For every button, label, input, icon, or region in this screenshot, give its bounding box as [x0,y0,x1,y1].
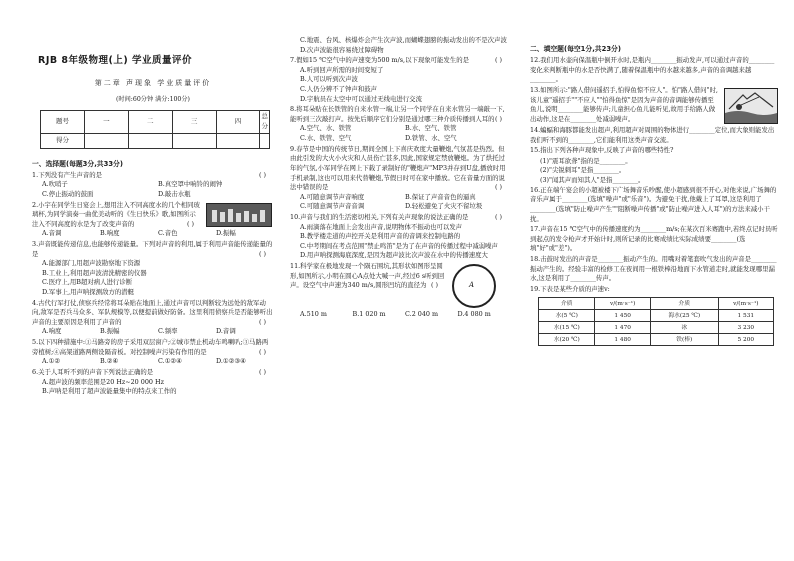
score-cell[interactable] [128,133,172,148]
answer-paren[interactable]: ( ) [258,249,266,258]
question-14: 14.蝙蝠和海豚都能发出超声,利用超声对周围的物体进行________定位,而大象则能发出我们听不到的________,它们能利用这类声音交流。 [530,126,775,144]
option-b: B.响度 [100,229,120,238]
option-d: D.宇航员在太空中可以通过无线电进行交流 [300,94,422,103]
question-stem: 1.下列没有产生声音的是 [32,170,103,179]
question-17: 17.声音在15 ℃空气中的传播速度约为________m/s;在某次百米赛跑中,若终点记时员听到起点的发令枪声才开始计时,则所记录的比赛成绩比实际成绩要________(选填"好"或"差")。 [530,225,778,253]
answer-paren[interactable]: ( ) [258,347,266,356]
answer-paren[interactable]: ( ) [186,219,194,228]
table-row [539,334,774,346]
answer-paren[interactable]: ( ) [494,56,502,65]
option-b: B.工业上,利用超声波清洗精密的仪器 [42,268,147,277]
option-d: D.军事上,用声呐探测敌方的潜艇 [42,288,135,297]
question-11 [290,262,510,320]
table-cell: 1 480 [595,334,650,346]
answer-paren[interactable]: ( ) [258,317,266,326]
option-b: B.声呐是利用了超声波能量集中的特点来工作的 [42,387,177,396]
score-header-cell: 一 [84,111,128,134]
option-c: C.2 040 m [405,310,439,319]
point-a-label: A [469,281,475,290]
option-c: C.音色 [158,229,178,238]
option-d: D.4 080 m [457,310,491,319]
column-2 [290,36,510,321]
table-cell: 水(5 ℃) [539,310,595,322]
option-c: C.中考期间在考点范围"禁止鸣笛"是为了在声音的传播过程中减弱噪声 [300,241,498,250]
question-stem: 4.古代行军打仗,侦察兵经常将耳朵贴在地面上,通过声音可以判断较为远处的敌军动向,敌军是否兵马众多、军队规模等,以便提前做好防备。这里利用侦察兵是否能够听出声音的主要原因是利用了声音的 [32,298,273,326]
table-header-cell: 介质 [650,298,718,310]
table-cell: 水(20 ℃) [539,334,595,346]
question-10 [290,213,510,261]
option-a: A.能源部门,用超声波勘察地下资源 [42,259,141,268]
option-c: C.水、铁管、空气 [300,134,352,143]
section-heading: 二、填空题(每空1分,共23分) [530,45,621,53]
answer-paren[interactable]: ( ) [430,281,438,290]
question-15-part-3: (3)"闻其声而知其人"是指________。 [540,176,645,185]
option-a: A.音调 [42,229,62,238]
option-d: D.用声呐探测海底深度,是因为超声波比次声波在水中的传播速度大 [300,251,488,260]
option-a: A.吹哨子 [42,180,68,189]
table-cell: 铁(棒) [650,334,718,346]
option-d: D.敲击水瓶 [158,189,191,198]
table-row [539,310,774,322]
option-a: A.超声波的频率范围是20 Hz~20 000 Hz [42,377,164,386]
question-13 [530,86,780,124]
option-c: C.可随意调节声音音调 [300,202,365,211]
option-d: D.①②③④ [216,357,246,366]
option-a: A.雨滴落在地面上会发出声音,说明物体不振动也可以发声 [300,222,463,231]
question-5 [32,338,274,367]
question-4 [32,299,274,337]
option-b: B.1 020 m [352,310,386,319]
question-9 [290,145,510,212]
question-6 [32,368,274,397]
table-cell: 3 230 [718,322,773,334]
score-cell[interactable] [84,133,128,148]
page-subtitle: 第二章 声现象 学业质量评价 [94,79,212,88]
option-b: B.教学楼走道的声控开关是利用声音的音调来控制电路的 [300,232,461,241]
column-1 [32,28,274,398]
table-cell: 1 450 [595,310,650,322]
option-a: A.①② [42,357,61,366]
option-d: D.轻松避免了火灾不留垃圾 [405,202,483,211]
table-cell: 水(15 ℃) [539,322,595,334]
score-cell[interactable] [216,133,260,148]
option-b: B.②④ [100,357,119,366]
crater-figure [452,264,496,308]
table-header-cell: v/(m·s⁻¹) [718,298,773,310]
answer-paren[interactable]: ( ) [258,367,266,376]
score-header-cell: 四 [216,111,260,134]
score-row-label: 得分 [41,133,85,148]
question-stem: 10.声音与我们的生活密切相关,下列有关声现象的说法正确的是 [290,212,469,221]
question-stem: 2.小宇在同学生日宴会上,想用注入不同高度水的几个相同玻璃杯,为同学演奏一曲优美动听的《生日快乐》歌,如图所示注入不同高度的水是为了改变声音的 [32,200,200,228]
option-b: B.人可以听到次声波 [300,75,358,84]
option-d: D.振幅 [216,229,236,238]
score-cell[interactable] [260,133,270,148]
score-table [40,110,270,149]
question-6-continued [290,36,510,55]
section-heading: 一、选择题(每题3分,共33分) [32,159,123,168]
sound-speed-table [538,297,774,346]
option-b: B.振幅 [100,327,120,336]
table-cell: 海水(25 ℃) [650,310,718,322]
table-header-cell: v/(m·s⁻¹) [595,298,650,310]
question-stem: 3.声音既能传递信息,也能够传递能量。下列对声音的利用,属于利用声音能传递能量的是 [32,240,273,258]
water-glasses-illustration [207,204,271,226]
answer-paren[interactable]: ( ) [494,183,502,192]
question-1 [32,171,274,200]
question-19: 19.下表是某些介质的声速v: [530,284,610,293]
fishing-boy-figure [724,88,778,124]
option-a: A.响度 [42,327,62,336]
option-c: C.地震、台风、核爆炸会产生次声波,而蝴蝶翅膀的振动发出的不是次声波 [300,36,507,44]
answer-paren[interactable]: ( ) [494,114,502,123]
table-row [539,322,774,334]
option-a: A.510 m [300,310,327,319]
score-cell[interactable] [172,133,216,148]
score-header-cell: 总分 [260,111,270,134]
option-b: B.水、空气、铁管 [405,124,457,133]
option-c: C.人仍分辨不了钟声和鼓声 [300,85,377,94]
answer-paren[interactable]: ( ) [494,212,502,221]
option-d: D.铁管、水、空气 [405,134,457,143]
question-stem: 8.将耳朵贴在长铁管的自来水管一端,让另一个同学在自来水管另一端敲一下,能听到三次敲打声。按先后顺序它们分别是通过哪三种介质传播到人耳的 [290,105,505,123]
question-3 [32,240,274,298]
option-b: B.真空罩中响铃的闹钟 [158,180,223,189]
question-text: 13.如图所示:"路人借问遥招手,怕得鱼惊不应人"。怕"路人借问"时,该儿童"遥招手""不应人""怕得鱼惊"是因为声音的音调能够传播至鱼儿,说明________能够传声;儿童担心鱼儿能听见,故用手给路人做出动作,这是在________处减弱噪声。 [530,86,718,123]
question-stem: 7.假如15 ℃空气中的声速变为500 m/s,以下现象可能发生的是 [290,56,469,65]
table-cell: 1 531 [718,310,773,322]
table-header-cell: 介质 [539,298,595,310]
column-3 [530,40,780,346]
question-stem: 11.科学家在极地发现一个陨石围坑,其形状如图形呈圆形,如图所示,小明在圆心A点处大喊一声,经过6 s听到回声。设空气中声速为340 m/s,圆形凹坑的直径为 [290,262,445,290]
question-2 [32,201,274,239]
table-cell: 1 470 [595,322,650,334]
fishing-illustration [725,89,777,123]
question-8 [290,105,510,143]
option-a: A.听到回声所需的时间变短了 [300,65,384,74]
score-header-cell: 三 [172,111,216,134]
table-cell: 冰 [650,322,718,334]
page-title: RJB 8年级物理(上) 学业质量评价 [38,55,192,66]
glasses-figure [206,203,272,227]
question-15: 15.指出下列各种声现象中,反映了声音的哪些特性? [530,146,674,155]
question-stem: 6.关于人耳听不到的声音下列说法正确的是 [32,367,154,376]
option-d: D.次声波能很容易绕过障碍物 [300,45,384,54]
question-7 [290,56,510,104]
question-15-part-1: (1)"震耳欲聋"指的是________。 [540,156,632,165]
option-c: C.医疗上,用B超对病人进行诊断 [42,278,133,287]
option-c: C.频率 [158,327,178,336]
question-16: 16.正在端午宴会的小超被楼下广场舞音乐吵醒,使小超感到很不开心,对他来说,广场舞的音乐声属于________(选填"噪声"或"乐音")。为避免干扰,他戴上了耳罩,这是利用了________(选填"防止噪声产生""阻断噪声传播"或"防止噪声进入人耳")的方法来减小干扰。 [530,185,777,223]
score-header-cell: 二 [128,111,172,134]
score-header-cell: 题号 [41,111,85,134]
exam-meta: (时间:60分钟 满分:100分) [116,95,190,103]
option-a: A.可随意调节声音响度 [300,192,365,201]
option-c: C.①②④ [158,357,182,366]
option-a: A.空气、水、铁管 [300,124,352,133]
option-c: C.停止振动的鼓面 [42,189,94,198]
question-stem: 9.春节是中国的传统节日,期间全国上下喜庆欢度大量鞭炮,气氛甚是热烈。但由此引发的大火小火灾和人员伤亡甚多,因此,国家规定禁放鞭炮。为了烘托过年的气氛,小军同学在网上下载了录制好的"鞭炮声"MP3并存到U盘,播放时用手机录制,这也可以用来代替鞭炮,节假日时可在家中播放。它在音量方面的说法中错误的是 [290,144,506,192]
table-cell: 5 200 [718,334,773,346]
question-stem: 5.以下四种措施中:①马路旁的房子采用双层窗户;②城市禁止机动车鸣喇叭;③马路两旁植树;④高架道路两侧设隔音板。对控制噪声污染有作用的是 [32,338,269,356]
question-15-part-2: (2)"尖锐刺耳"是指________。 [540,166,626,175]
question-18: 18.击鼓时发出的声音是________振动产生的。用嘴对着笔套吹气发出的声音是________振动产生的。经验丰富的检修工在夜间用一根铁棒沿地面下水管道走时,就能发现哪里漏水,这是利用了________传声。 [530,254,777,283]
option-d: D.音调 [216,327,236,336]
question-12: 12.我们用水壶向保温瓶中倒开水时,是瓶内________振动发声,可以通过声音的________变化来判断瓶中的水是否快满了,随着保温瓶中的水越来越多,声音的音调越来越________。 [530,56,775,84]
answer-paren[interactable]: ( ) [258,170,266,179]
option-b: B.保证了声音音色的逼真 [405,192,476,201]
